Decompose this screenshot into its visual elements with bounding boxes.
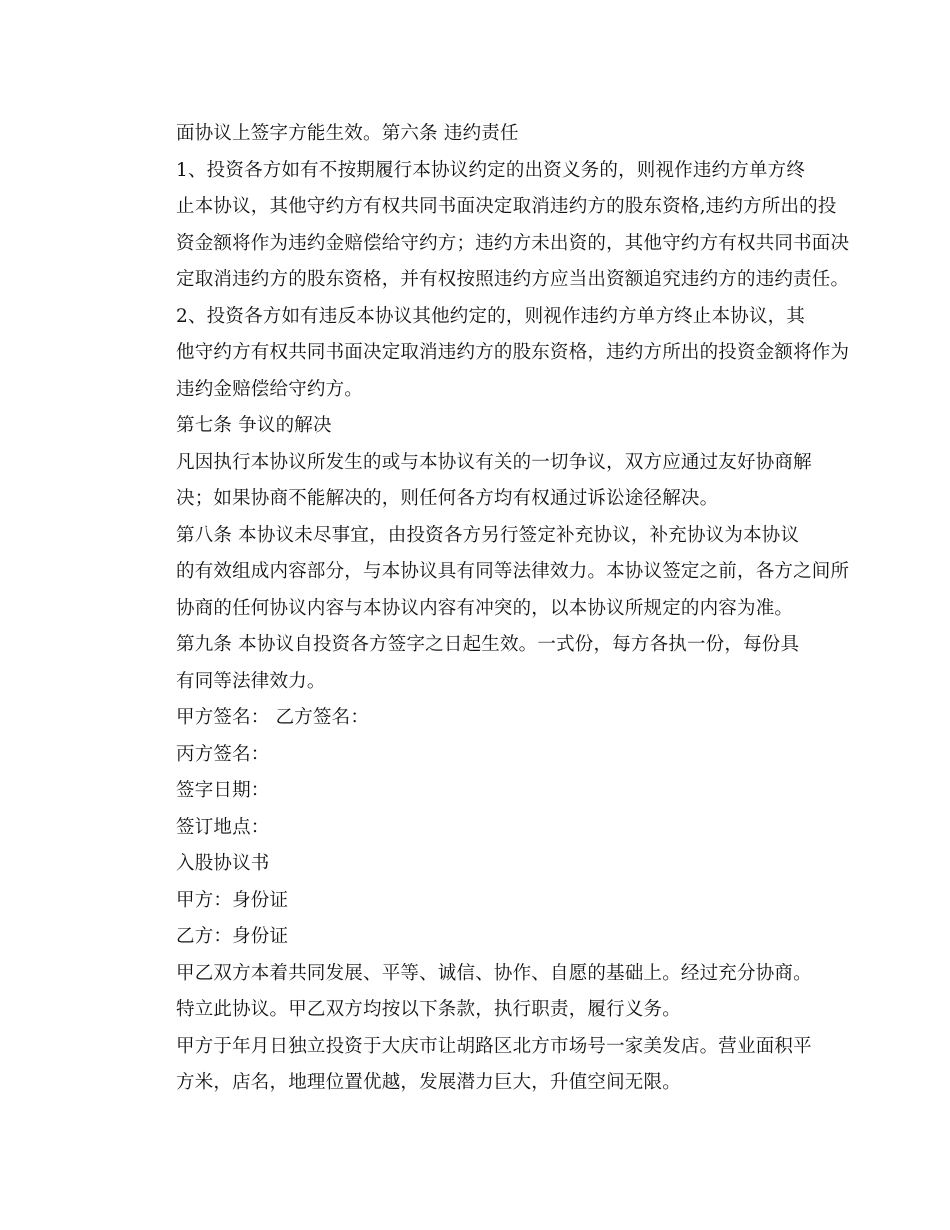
text-line: 甲方：身份证 [176, 889, 289, 911]
paragraph [142, 846, 802, 883]
paragraph [142, 445, 812, 518]
text-line: 定取消违约方的股东资格，并有权按照违约方应当出资额追究违约方的违约责任。 [176, 269, 850, 290]
text-line: 凡因执行本协议所发生的或与本协议有关的一切争议，双方应通过友好协商解 [176, 451, 812, 473]
paragraph [142, 919, 802, 956]
text-line: 丙方签名： [176, 743, 270, 765]
text-line: 甲方于年月日独立投资于大庆市让胡路区北方市场号一家美发店。营业面积平 [176, 1035, 812, 1057]
text-line: 决；如果协商不能解决的，则任何各方均有权通过诉讼途径解决。 [176, 488, 719, 509]
text-line: 的有效组成内容部分，与本协议具有同等法律效力。本协议签定之前，各方之间所 [176, 561, 850, 582]
text-line: 入股协议书 [176, 853, 270, 874]
text-line: 有同等法律效力。 [176, 670, 326, 692]
text-line: 1、投资各方如有不按期履行本协议约定的出资义务的，则视作违约方单方终 [176, 159, 806, 181]
text-line: 止本协议，其他守约方有权共同书面决定取消违约方的股东资格,违约方所出的投 [176, 196, 837, 217]
text-line: 第七条 争议的解决 [176, 415, 332, 436]
paragraph [142, 956, 812, 1029]
paragraph [142, 153, 850, 299]
paragraph [142, 810, 802, 847]
paragraph [142, 627, 802, 700]
text-line: 签订地点： [176, 816, 270, 838]
paragraph [142, 773, 802, 810]
text-line: 2、投资各方如有违反本协议其他约定的，则视作违约方单方终止本协议，其 [176, 305, 806, 327]
document-body [142, 116, 850, 1102]
paragraph [142, 737, 802, 774]
paragraph [142, 883, 802, 920]
text-line: 方米，店名，地理位置优越，发展潜力巨大，升值空间无限。 [176, 1072, 681, 1093]
paragraph [142, 408, 802, 445]
text-line: 特立此协议。甲乙双方均按以下条款，执行职责，履行义务。 [176, 999, 681, 1020]
text-line: 资金额将作为违约金赔偿给守约方；违约方未出资的，其他守约方有权共同书面决 [176, 232, 850, 254]
text-line: 乙方：身份证 [176, 926, 289, 947]
text-line: 签字日期： [176, 780, 270, 801]
text-line: 他守约方有权共同书面决定取消违约方的股东资格，违约方所出的投资金额将作为 [176, 342, 850, 363]
paragraph [142, 299, 850, 409]
text-line: 面协议上签字方能生效。第六条 违约责任 [176, 123, 519, 144]
paragraph [142, 700, 802, 737]
text-line: 第八条 本协议未尽事宜，由投资各方另行签定补充协议，补充协议为本协议 [176, 524, 800, 546]
paragraph [142, 1029, 812, 1102]
paragraph [142, 116, 802, 153]
text-line: 协商的任何协议内容与本协议内容有冲突的，以本协议所规定的内容为准。 [176, 597, 794, 619]
paragraph [142, 518, 850, 628]
text-line: 甲乙双方本着共同发展、平等、诚信、协作、自愿的基础上。经过充分协商。 [176, 962, 812, 984]
text-line: 第九条 本协议自投资各方签字之日起生效。一式份，每方各执一份，每份具 [176, 634, 800, 655]
text-line: 甲方签名： 乙方签名： [176, 707, 370, 728]
text-line: 违约金赔偿给守约方。 [176, 378, 364, 400]
